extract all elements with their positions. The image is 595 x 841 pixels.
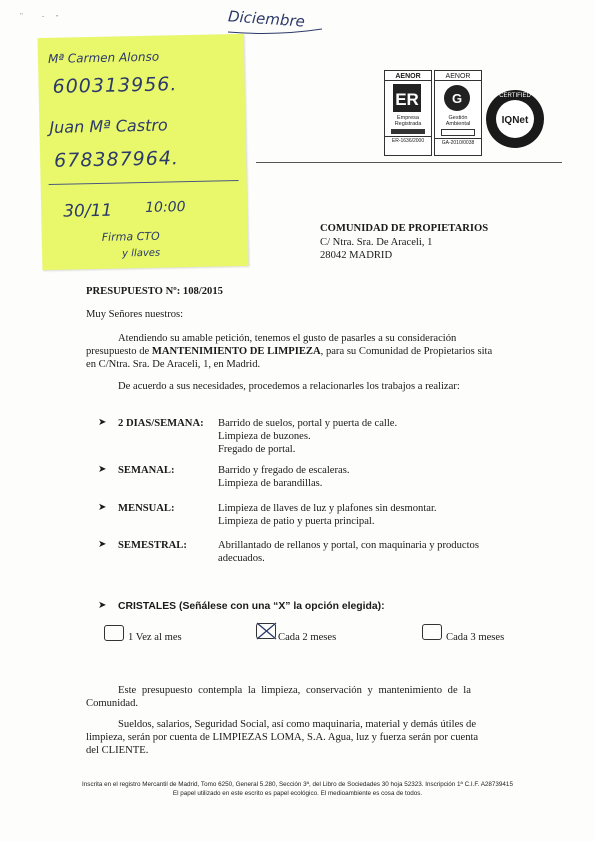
corner-mark: ": [20, 12, 23, 20]
intro-line2-a: presupuesto de: [86, 346, 152, 357]
aenor-er-brand: AENOR: [385, 73, 431, 81]
aenor-ga-bar: [441, 129, 475, 136]
note-divider: [49, 180, 239, 185]
cristales-checkbox-3[interactable]: [422, 624, 442, 640]
service-line: Barrido de suelos, portal y puerta de calle.: [218, 418, 398, 429]
service-line: Barrido y fregado de escaleras.: [218, 465, 350, 476]
recipient-name: COMUNIDAD DE PROPIETARIOS: [320, 223, 489, 234]
aenor-ga-logo: [434, 70, 482, 156]
service-label: MENSUAL:: [118, 503, 175, 514]
iqnet-logo: [484, 88, 546, 150]
cristales-checkbox-2[interactable]: [256, 623, 276, 639]
service-line: Limpieza de buzones.: [218, 431, 311, 442]
corner-dot: •: [56, 14, 59, 20]
aenor-ga-code: GA-2010/0038: [435, 138, 481, 146]
intro-line2: [86, 345, 492, 358]
note-name2: Juan Mª Castro: [49, 115, 168, 137]
svg-text:G: G: [451, 91, 463, 106]
note-date: 30/11: [63, 200, 113, 222]
closing-p1-line2: Comunidad.: [86, 698, 139, 709]
closing-p2-line2: limpieza, serán por cuenta de LIMPIEZAS LOMA, S.A. Agua, luz y fuerza serán por cuenta: [86, 732, 479, 743]
bullet-arrow-icon: ➤: [98, 600, 107, 611]
note-name1: Mª Carmen Alonso: [47, 49, 160, 66]
closing-p2-line1: Sueldos, salarios, Seguridad Social, así como maquinaria, material y demás útiles de: [118, 719, 477, 730]
aenor-ga-brand: AENOR: [435, 73, 481, 81]
aenor-ga-caption2: Ambiental: [445, 121, 471, 127]
cristales-option-2: Cada 2 meses: [278, 632, 337, 643]
quote-number: PRESUPUESTO Nº: 108/2015: [86, 286, 223, 297]
aenor-er-caption1: Empresa: [396, 115, 419, 121]
recipient-city: 28042 MADRID: [320, 250, 393, 261]
service-label: SEMANAL:: [118, 465, 175, 476]
note-phone1: 600313956.: [52, 73, 178, 98]
service-line: Limpieza de patio y puerta principal.: [218, 516, 375, 527]
note-phone2: 678387964.: [53, 147, 180, 172]
recipient-street: C/ Ntra. Sra. De Araceli, 1: [320, 237, 433, 248]
service-label: SEMESTRAL:: [118, 540, 187, 551]
aenor-er-caption2: Registrada: [394, 121, 422, 127]
note-time: 10:00: [145, 199, 186, 216]
cristales-checkbox-1[interactable]: [104, 625, 124, 641]
greeting: Muy Señores nuestros:: [86, 309, 184, 320]
cristales-title: CRISTALES (Señálese con una “X” la opción elegida):: [118, 601, 385, 612]
sticky-note: [38, 34, 249, 270]
bullet-arrow-icon: ➤: [98, 417, 107, 428]
service-line: Fregado de portal.: [218, 444, 296, 455]
service-line: adecuados.: [218, 553, 265, 564]
cristales-option-3: Cada 3 meses: [446, 632, 505, 643]
handwritten-month: Diciembre: [227, 7, 306, 31]
check-x-icon: [254, 621, 280, 641]
closing-p2-line3: del CLIENTE.: [86, 745, 149, 756]
footer-registry: Inscrita en el registro Mercantil de Madrid, Tomo 6250, General 5.280, Sección 3ª, del Libro de Sociedades 30 hoja 52323. Inscripción 1ª C.I.F. A28739415: [82, 781, 513, 788]
footer-eco: El papel utilizado en este escrito es papel ecológico. El medioambiente es cosa de todos.: [172, 790, 423, 797]
svg-text:ER: ER: [395, 90, 419, 109]
corner-dash: -: [42, 12, 45, 20]
service-line: Abrillantado de rellanos y portal, con maquinaria y productos: [218, 540, 479, 551]
intro2: De acuerdo a sus necesidades, procedemos a relacionarles los trabajos a realizar:: [118, 381, 460, 392]
aenor-er-logo: [384, 70, 432, 156]
note-firma: Firma CTO: [101, 229, 160, 244]
intro-line2-b: , para su Comunidad de Propietarios sita: [320, 346, 493, 357]
bullet-arrow-icon: ➤: [98, 464, 107, 475]
aenor-er-code: ER-1636/2000: [385, 136, 431, 144]
service-line: Limpieza de barandillas.: [218, 478, 323, 489]
header-rule: [256, 162, 562, 163]
iqnet-ring-text: CERTIFIED: [499, 93, 531, 99]
bullet-arrow-icon: ➤: [98, 539, 107, 550]
er-icon: [385, 81, 429, 115]
bullet-arrow-icon: ➤: [98, 502, 107, 513]
intro-line3: en C/Ntra. Sra. De Araceli, 1, en Madrid.: [86, 359, 261, 370]
service-label: 2 DIAS/SEMANA:: [118, 418, 204, 429]
cristales-option-1: 1 Vez al mes: [128, 632, 182, 643]
closing-p1-line1: Este presupuesto contempla la limpieza, conservación y mantenimiento de la: [118, 685, 471, 696]
note-llaves: y llaves: [122, 247, 161, 260]
aenor-er-bar: [391, 129, 425, 134]
iqnet-label: IQNet: [501, 115, 529, 126]
service-line: Limpieza de llaves de luz y plafones sin desmontar.: [218, 503, 437, 514]
intro-service-name: MANTENIMIENTO DE LIMPIEZA: [151, 346, 321, 357]
aenor-ga-caption1: Gestión: [448, 115, 468, 121]
intro-line1: Atendiendo su amable petición, tenemos el gusto de pasarles a su consideración: [118, 333, 457, 344]
ga-icon: [435, 81, 479, 115]
